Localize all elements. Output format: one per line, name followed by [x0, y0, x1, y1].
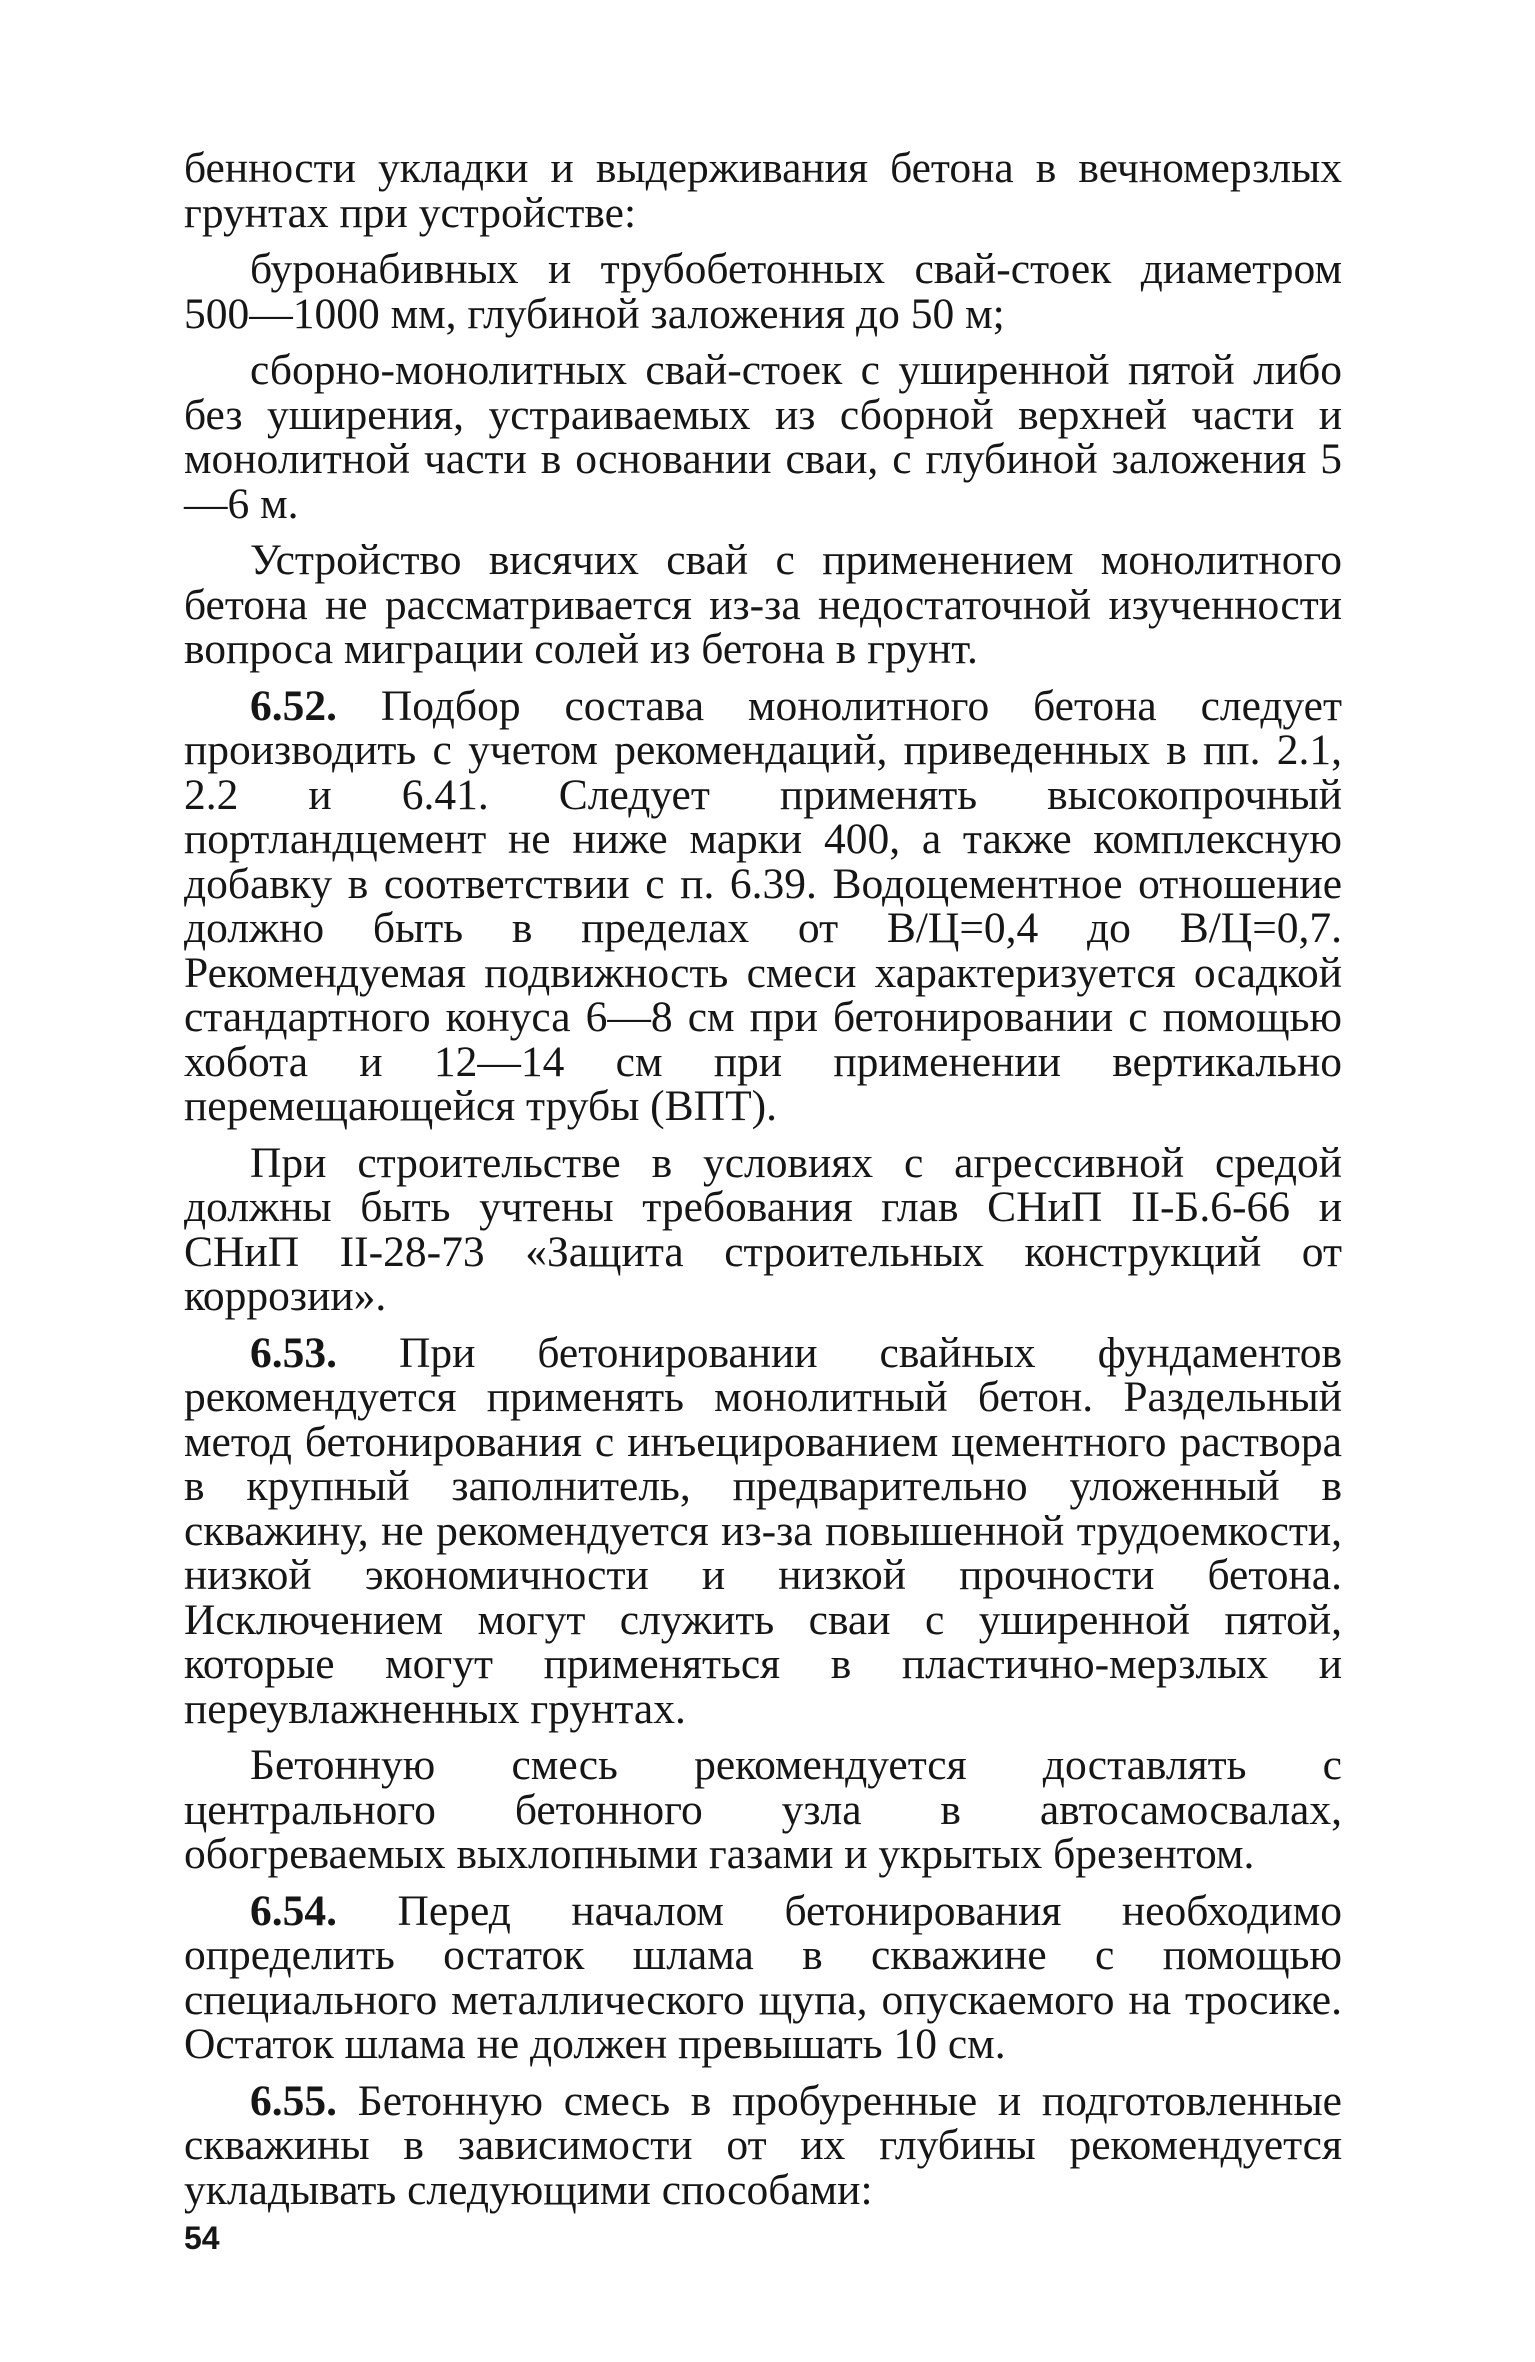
paragraph-text: Бетонную смесь рекомендуется доставлять с центрального бетонного узла в автосамосвалах, обогреваемых выхлопными газами и укрытых брезентом.: [184, 1741, 1342, 1878]
paragraph-hanging-piles: [184, 538, 1342, 672]
clause-6-55: [184, 2076, 1342, 2214]
paragraph-text: При бетонировании свайных фундаментов рекомендуется применять монолитный бетон. Раздельный метод бетонирования с инъецированием цементного раствора в крупный заполнитель, предварительно уложенный в скважину, не рекомендуется из-за повышенной трудоемкости, низкой экономичности и низкой прочности бетона. Исключением могут служить сваи с уширенной пятой, которые могут применяться в пластично-мерзлых и переувлажненных грунтах.: [184, 1328, 1342, 1733]
clause-6-54: [184, 1886, 1342, 2068]
paragraph-bored-piles: [184, 247, 1342, 336]
paragraph-precast-piles: [184, 348, 1342, 526]
paragraph-text: буронабивных и трубобетонных свай-стоек диаметром 500—1000 мм, глубиной заложения до 50 м;: [184, 245, 1342, 338]
paragraph-concrete-delivery: [184, 1743, 1342, 1877]
paragraph-text: Устройство висячих свай с применением монолитного бетона не рассматривается из-за недостаточной изученности вопроса миграции солей из бетона в грунт.: [184, 536, 1342, 673]
paragraph-text: бенности укладки и выдерживания бетона в вечномерзлых грунтах при устройстве:: [184, 144, 1342, 237]
clause-number: 6.52.: [250, 681, 337, 730]
paragraph-text: сборно-монолитных свай-стоек с уширенной пятой либо без уширения, устраиваемых из сборной верхней части и монолитной части в основании сваи, с глубиной заложения 5—6 м.: [184, 346, 1342, 528]
paragraph-continued: [184, 146, 1342, 235]
page-number: 54: [184, 2220, 220, 2256]
paragraph-text: Подбор состава монолитного бетона следует производить с учетом рекомендаций, приведенных в пп. 2.1, 2.2 и 6.41. Следует применять высокопрочный портландцемент не ниже марки 400, а также комплексную добавку в соответствии с п. 6.39. Водоцементное отношение должно быть в пределах от В/Ц=0,4 до В/Ц=0,7. Рекомендуемая подвижность смеси характеризуется осадкой стандартного конуса 6—8 см при бетонировании с помощью хобота и 12—14 см при применении вертикально перемещающейся трубы (ВПТ).: [184, 681, 1342, 1130]
clause-number: 6.55.: [250, 2076, 337, 2125]
page-body: [184, 146, 1342, 2224]
paragraph-text: Перед началом бетонирования необходимо определить остаток шлама в скважине с помощью специального металлического щупа, опускаемого на тросике. Остаток шлама не должен превышать 10 см.: [184, 1886, 1342, 2068]
paragraph-text: При строительстве в условиях с агрессивной средой должны быть учтены требования глав СНиП II-Б.6-66 и СНиП II-28-73 «Защита строительных конструкций от коррозии».: [184, 1138, 1342, 1320]
clause-number: 6.53.: [250, 1328, 337, 1377]
clause-6-52: [184, 681, 1342, 1130]
clause-6-53: [184, 1328, 1342, 1733]
paragraph-text: Бетонную смесь в пробуренные и подготовленные скважины в зависимости от их глубины рекомендуется укладывать следующими способами:: [184, 2076, 1342, 2214]
paragraph-aggressive-environment: [184, 1138, 1342, 1320]
clause-number: 6.54.: [250, 1886, 337, 1935]
